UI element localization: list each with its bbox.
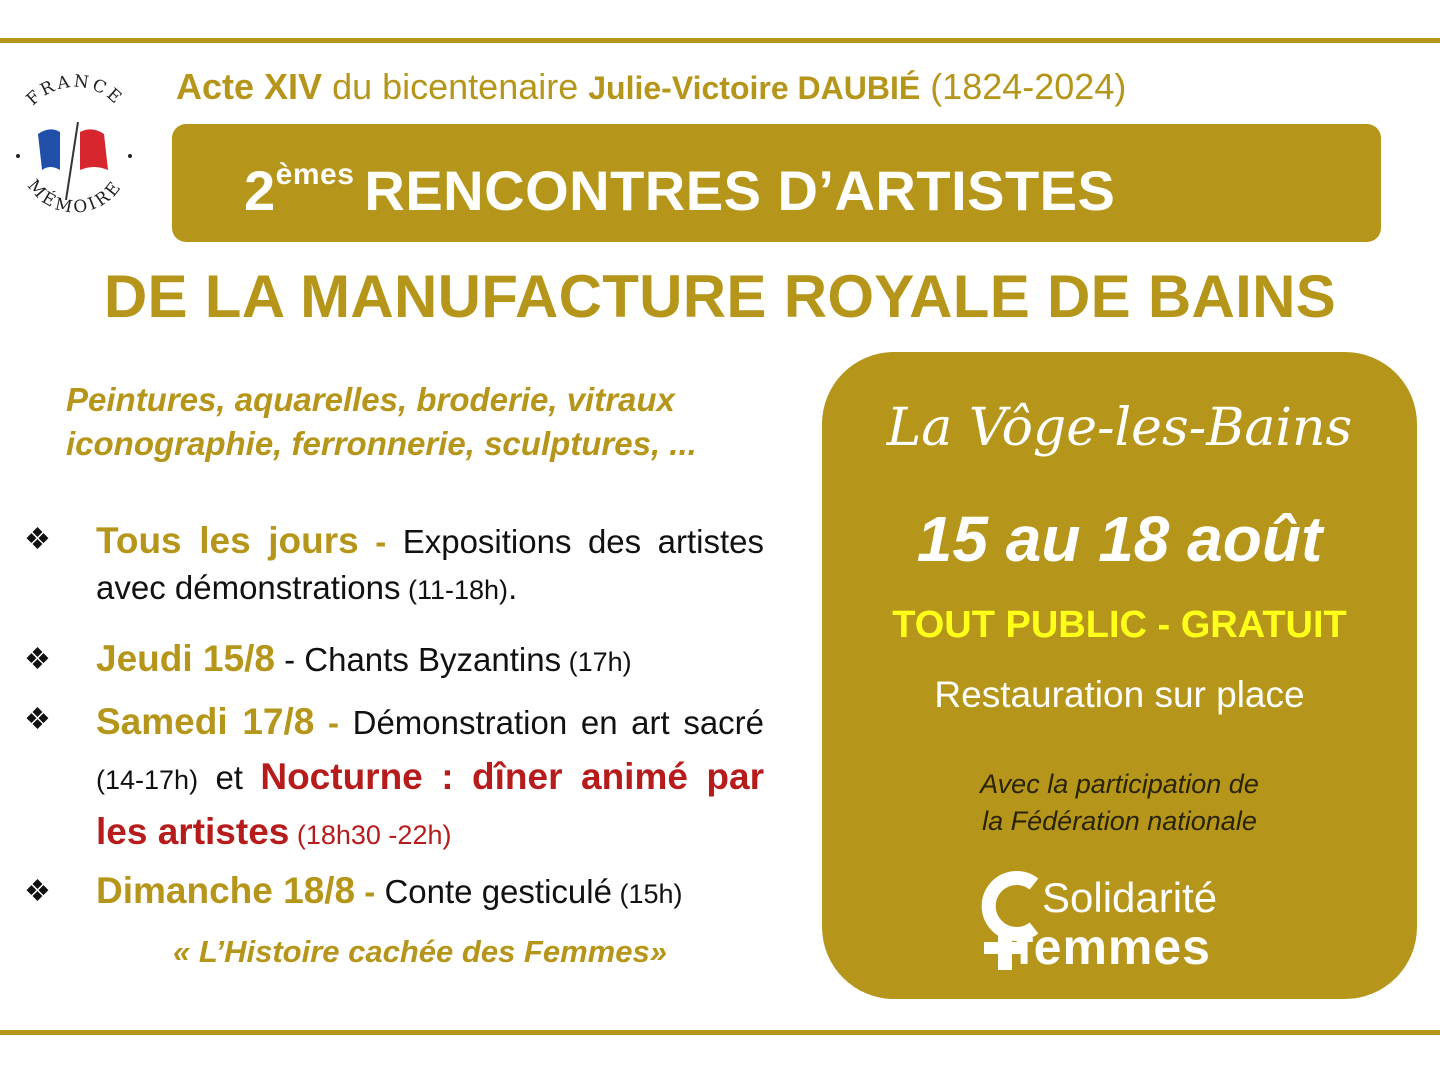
logo-bottom-text: MÉMOIRE [23, 175, 127, 219]
program-text-b: et [198, 759, 261, 796]
program-day: Samedi 17/8 [96, 701, 315, 742]
solidarite-femmes-logo [976, 866, 1276, 976]
top-rule [0, 38, 1440, 43]
france-memoire-logo [8, 72, 138, 242]
program-text-a: Démonstration en art sacré [352, 704, 765, 741]
program-item-daily [96, 518, 764, 613]
du-bicentenaire: du bicentenaire [322, 66, 589, 107]
banner-ordinal-sup: èmes [275, 158, 355, 191]
public-free: TOUT PUBLIC - GRATUIT [892, 604, 1347, 646]
program-item-sunday [96, 868, 764, 917]
program-sep: - [274, 641, 305, 678]
svg-text:MÉMOIRE [23, 176, 127, 218]
bottom-rule [0, 1030, 1440, 1035]
program-day: Dimanche 18/8 [96, 870, 356, 911]
banner-ordinal: 2 [244, 159, 276, 222]
info-panel [822, 352, 1417, 999]
headline: DE LA MANUFACTURE ROYALE DE BAINS [103, 263, 1337, 330]
bullet-icon: ❖ [24, 643, 51, 676]
program-day: Jeudi 15/8 [96, 638, 275, 679]
acte-label: Acte XIV [176, 66, 323, 107]
bullet-icon: ❖ [24, 523, 51, 556]
program-time: (17h) [561, 647, 632, 677]
program-day: Tous les jours [96, 520, 359, 561]
bicentenary-subtitle [176, 66, 1126, 108]
banner-title: RENCONTRES D’ARTISTES [364, 159, 1116, 222]
years: (1824-2024) [920, 66, 1127, 107]
program-item-saturday [96, 696, 764, 861]
program-text: Chants Byzantins [304, 641, 562, 678]
svg-text:FRANCE [23, 72, 128, 110]
title-banner [172, 124, 1381, 242]
program-sep: - [355, 873, 385, 910]
participation [822, 766, 1417, 840]
program-time-a: (14-17h) [96, 765, 199, 795]
participation-line-1: Avec la participation de [980, 769, 1259, 799]
program-text: Conte gesticulé [384, 873, 612, 910]
program-end: . [508, 569, 518, 606]
logo-solidarite: Solidarité [1042, 874, 1218, 921]
program-item-thursday [96, 636, 764, 685]
program-sep: - [358, 523, 403, 560]
program-time: (15h) [611, 879, 683, 909]
genres-line-1: Peintures, aquarelles, broderie, vitraux [66, 381, 675, 418]
event-dates: 15 au 18 août [916, 503, 1323, 575]
program-sep: - [314, 704, 353, 741]
program-text: Expositions des artistes avec démonstrations [96, 523, 764, 606]
program-nocturne: Nocturne : dîner animé par les artistes [96, 756, 764, 852]
venue-name: La Vôge-les-Bains [886, 398, 1353, 458]
food-on-site: Restauration sur place [934, 674, 1305, 715]
logo-top-text: FRANCE [22, 72, 128, 110]
bullet-icon: ❖ [24, 703, 51, 736]
program-time-b: (18h30 -22h) [289, 820, 452, 850]
program-time: (11-18h) [400, 575, 509, 605]
honoree-name: Julie-Victoire DAUBIÉ [588, 70, 921, 106]
genres [66, 378, 697, 466]
genres-line-2: iconographie, ferronnerie, sculptures, ... [66, 425, 697, 462]
logo-femmes: femmes [1016, 919, 1211, 975]
tale-title: « L’Histoire cachée des Femmes» [173, 934, 667, 969]
participation-line-2: la Fédération nationale [982, 806, 1257, 836]
bullet-icon: ❖ [24, 875, 51, 908]
